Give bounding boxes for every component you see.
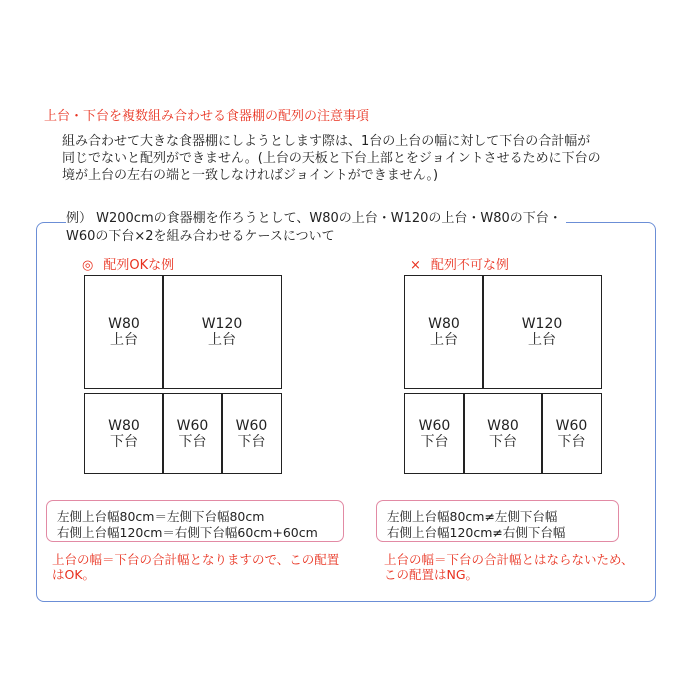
ok-mark: ◎: [82, 258, 94, 273]
ok-comparison-line: 右側上台幅120cm＝右側下台幅60cm+60cm: [57, 525, 318, 540]
ok-lower-cabinet: W60 下台: [221, 393, 282, 474]
example-text: [66, 210, 566, 246]
ok-heading-label: 配列OKな例: [103, 258, 175, 273]
ng-comparison-line: 左側上台幅80cm≠左側下台幅: [387, 509, 558, 524]
ok-note: 上台の幅＝下台の合計幅となりますので、この配置 はOK。: [52, 552, 340, 582]
example-line: 例） W200cmの食器棚を作ろうとして、W80の上台・W120の上台・W80の下台・: [66, 211, 562, 226]
ng-heading: [410, 254, 509, 273]
ok-upper-cabinet: W80 上台: [84, 275, 164, 389]
ng-comparison-line: 右側上台幅120cm≠右側下台幅: [387, 525, 566, 540]
ok-diagram: [84, 275, 282, 474]
page-title: 上台・下台を複数組み合わせる食器棚の配列の注意事項: [44, 109, 370, 124]
ok-lower-cabinet: W80 下台: [84, 393, 164, 474]
ok-heading: [82, 254, 174, 273]
ng-lower-cabinet: W80 下台: [463, 393, 543, 474]
ng-comparison-box: [376, 500, 619, 542]
ok-lower-cabinet: W60 下台: [162, 393, 223, 474]
intro-line: 組み合わせて大きな食器棚にしようとします際は、1台の上台の幅に対して下台の合計幅が: [62, 134, 591, 149]
ng-upper-cabinet: W120 上台: [482, 275, 602, 389]
ok-comparison-line: 左側上台幅80cm＝左側下台幅80cm: [57, 509, 265, 524]
ng-upper-cabinet: W80 上台: [404, 275, 484, 389]
ng-lower-cabinet: W60 下台: [541, 393, 602, 474]
ng-diagram: [404, 275, 602, 474]
ng-note: 上台の幅＝下台の合計幅とはならないため、 この配置はNG。: [384, 552, 634, 582]
intro-line: 同じでないと配列ができません。(上台の天板と下台上部とをジョイントさせるために下台の: [62, 151, 601, 166]
intro-line: 境が上台の左右の端と一致しなければジョイントができません。): [62, 168, 439, 183]
ng-mark: ×: [410, 258, 421, 273]
example-line: W60の下台×2を組み合わせるケースについて: [66, 229, 335, 244]
intro-text: [62, 133, 601, 184]
ng-heading-label: 配列不可な例: [430, 258, 509, 273]
ok-upper-cabinet: W120 上台: [162, 275, 282, 389]
ok-comparison-box: [46, 500, 344, 542]
ng-lower-cabinet: W60 下台: [404, 393, 465, 474]
